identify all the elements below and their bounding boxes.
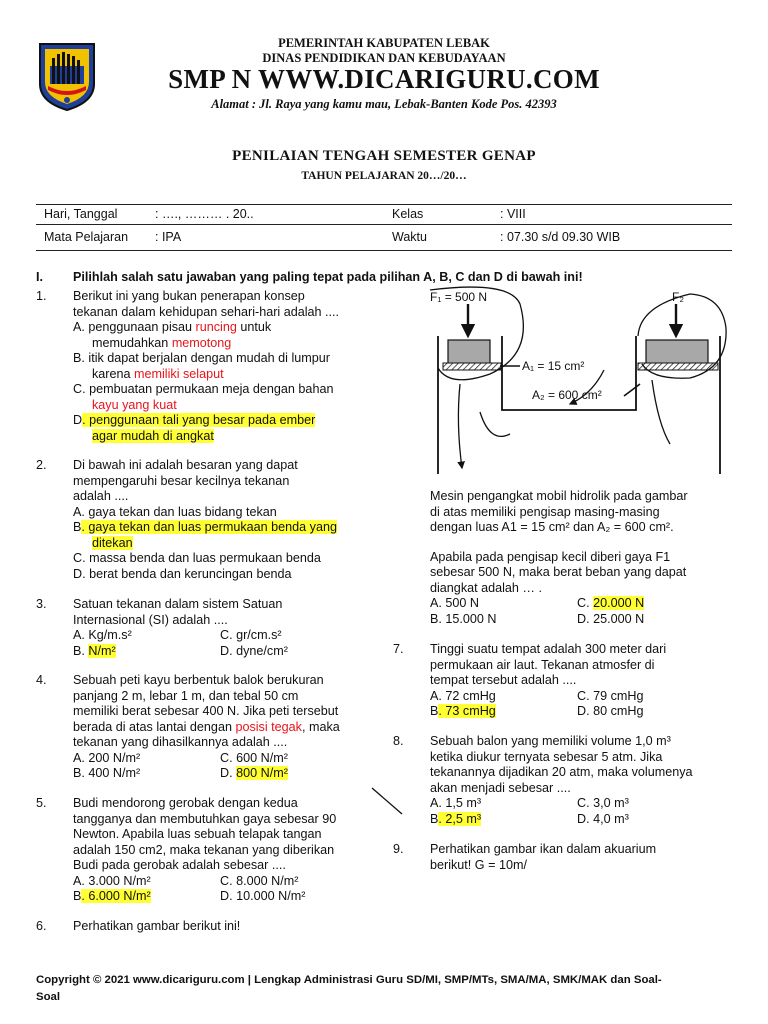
option-b-answer[interactable]: B. 2,5 m³	[430, 811, 482, 826]
class-value: : VIII	[500, 207, 526, 221]
force-2-label: F₂	[672, 290, 684, 304]
time-label: Waktu	[392, 230, 427, 244]
day-value: : …., ……… . 20..	[155, 207, 254, 221]
section-number: I.	[36, 270, 43, 284]
day-label: Hari, Tanggal	[44, 207, 118, 221]
area-2-pointer	[624, 384, 640, 396]
option-d[interactable]: D. dyne/cm²	[220, 643, 288, 658]
option-b-answer[interactable]: B. 73 cmHg	[430, 704, 496, 718]
question-stem: tekanannya dijadikan 20 atm, maka volumenya	[430, 765, 693, 779]
option-c-cont: kayu yang kuat	[92, 397, 177, 412]
question-stem: tempat tersebut adalah ....	[430, 673, 577, 687]
option-a[interactable]: A. 1,5 m³	[430, 796, 482, 810]
option-b[interactable]: B. 400 N/m²	[73, 766, 141, 780]
question-stem: akan menjadi sebesar ....	[430, 780, 571, 795]
pen-mark	[368, 782, 408, 818]
question-stem: Budi mendorong gerobak dengan kedua	[73, 796, 298, 810]
option-d[interactable]: D. berat benda dan keruncingan benda	[73, 566, 292, 581]
question-stem: permukaan air laut. Tekanan atmosfer di	[430, 657, 655, 672]
question-6-description: Mesin pengangkat mobil hidrolik pada gambar di atas memiliki pengisap masing-masing dengan luas A1 = 15 cm² dan A₂ = 600 cm². Apabila pada pengisap kecil diberi gaya F1 sebesar 500 N, maka berat beban yang dapat diangkat adalah … . A. 500 N C. 20.000 N B. 15.000 N D. 25.000 N	[430, 489, 688, 626]
option-c[interactable]: C. gr/cm.s²	[220, 628, 282, 642]
option-b-answer[interactable]: B. N/m²	[73, 643, 116, 658]
option-a[interactable]: A. penggunaan pisau runcing untuk	[73, 320, 272, 334]
option-b-cont: ditekan	[92, 535, 133, 550]
dept-heading: DINAS PENDIDIKAN DAN KEBUDAYAAN	[262, 51, 506, 65]
subject-value: : IPA	[155, 230, 182, 244]
time-value: : 07.30 s/d 09.30 WIB	[500, 230, 621, 244]
option-a[interactable]: A. 500 N	[430, 596, 480, 610]
subject-label: Mata Pelajaran	[44, 230, 129, 244]
question-number: 2.	[36, 458, 47, 472]
annotation-stroke	[480, 412, 510, 436]
option-c[interactable]: C. 600 N/m²	[220, 750, 288, 765]
class-label: Kelas	[392, 207, 424, 221]
question-stem: mempengaruhi besar kecilnya tekanan	[73, 473, 290, 488]
option-d[interactable]: D. 80 cmHg	[577, 704, 644, 718]
option-a[interactable]: A. 72 cmHg	[430, 688, 496, 703]
question-stem: Perhatikan gambar berikut ini!	[73, 919, 241, 933]
small-piston-plate	[443, 363, 501, 370]
small-piston-load	[448, 340, 490, 364]
annotation-arrow-down	[458, 384, 462, 468]
question-stem: berikut! G = 10m/	[430, 857, 527, 872]
option-b-cont: karena memiliki selaput	[92, 366, 224, 381]
info-top-rule	[36, 204, 732, 205]
option-d-answer[interactable]: D. 800 N/m²	[220, 766, 288, 780]
option-d-answer[interactable]: D. penggunaan tali yang besar pada ember	[73, 413, 316, 427]
question-stem: Satuan tekanan dalam sistem Satuan	[73, 597, 283, 611]
question-number: 4.	[36, 673, 47, 687]
school-address: Alamat : Jl. Raya yang kamu mau, Lebak-Banten Kode Pos. 42393	[211, 97, 557, 111]
question-stem: ketika diukur ternyata sebesar 5 atm. Jika	[430, 749, 663, 764]
option-a[interactable]: A. Kg/m.s²	[73, 628, 132, 642]
option-c[interactable]: C. 8.000 N/m²	[220, 873, 299, 888]
question-number: 3.	[36, 597, 47, 611]
question-stem: berada di atas lantai dengan posisi tegak, maka	[73, 719, 340, 734]
area-2-label: A₂ = 600 cm²	[532, 388, 602, 402]
exam-year: TAHUN PELAJARAN 20…/20…	[301, 170, 467, 182]
question-stem: Perhatikan gambar ikan dalam akuarium	[430, 842, 657, 856]
option-d[interactable]: D. 10.000 N/m²	[220, 889, 306, 903]
question-stem: Budi pada gerobak adalah sebesar ....	[73, 858, 286, 872]
question-stem: Internasional (SI) adalah ....	[73, 612, 228, 627]
exam-title: PENILAIAN TENGAH SEMESTER GENAP	[232, 148, 536, 164]
question-number: 8.	[393, 734, 404, 748]
question-stem: adalah ....	[73, 489, 129, 503]
option-b[interactable]: B. itik dapat berjalan dengan mudah di lumpur	[73, 351, 330, 365]
option-c[interactable]: C. 3,0 m³	[577, 796, 629, 810]
area-1-label: A₁ = 15 cm²	[522, 359, 585, 373]
option-a[interactable]: A. 3.000 N/m²	[73, 873, 151, 888]
info-bottom-rule	[36, 250, 732, 251]
question-stem: Sebuah peti kayu berbentuk balok berukuran	[73, 673, 324, 687]
option-a[interactable]: A. gaya tekan dan luas bidang tekan	[73, 504, 277, 519]
school-name: SMP N WWW.DICARIGURU.COM	[168, 64, 600, 94]
section-instruction: Pilihlah salah satu jawaban yang paling tepat pada pilihan A, B, C dan D di bawah ini!	[73, 270, 583, 284]
question-number: 6.	[36, 919, 47, 933]
option-a-cont: memudahkan memotong	[92, 335, 232, 350]
question-stem: Tinggi suatu tempat adalah 300 meter dari	[430, 642, 667, 656]
option-d[interactable]: D. 4,0 m³	[577, 811, 629, 826]
info-mid-rule	[36, 224, 732, 225]
question-stem: tekanan yang dihasilkannya adalah ....	[73, 735, 288, 749]
option-a[interactable]: A. 200 N/m²	[73, 750, 141, 765]
question-stem: Di bawah ini adalah besaran yang dapat	[73, 458, 298, 472]
option-c[interactable]: C. massa benda dan luas permukaan benda	[73, 551, 321, 565]
question-stem: Newton. Apabila luas sebuah telapak tangan	[73, 827, 322, 841]
question-stem: Sebuah balon yang memiliki volume 1,0 m³	[430, 734, 671, 748]
question-stem: panjang 2 m, lebar 1 m, dan tebal 50 cm	[73, 688, 299, 703]
large-piston-load	[646, 340, 708, 364]
option-b-answer[interactable]: B. gaya tekan dan luas permukaan benda yang	[73, 520, 337, 534]
option-d[interactable]: D. 25.000 N	[577, 611, 645, 626]
force-1-label: F₁ = 500 N	[430, 290, 488, 304]
question-number: 5.	[36, 796, 47, 810]
option-c[interactable]: C. pembuatan permukaan meja dengan bahan	[73, 382, 334, 396]
option-b[interactable]: B. 15.000 N	[430, 611, 497, 626]
question-stem: adalah 150 cm2, maka tekanan yang diberikan	[73, 842, 335, 857]
option-b-answer[interactable]: B. 6.000 N/m²	[73, 889, 151, 903]
question-stem: tekanan dalam kehidupan sehari-hari adalah ....	[73, 304, 340, 319]
option-c[interactable]: C. 79 cmHg	[577, 688, 644, 703]
hydraulic-press-diagram	[390, 284, 735, 480]
copyright-footer: Copyright © 2021 www.dicariguru.com | Lengkap Administrasi Guru SD/MI, SMP/MTs, SMA/MA, SMK/MAK dan Soal- Soal	[36, 974, 662, 1003]
question-number: 1.	[36, 289, 47, 303]
question-number: 9.	[393, 842, 404, 856]
question-stem: memiliki berat sebesar 400 N. Jika peti tersebut	[73, 704, 339, 718]
annotation-stroke	[652, 380, 670, 444]
option-d-cont: agar mudah di angkat	[92, 428, 214, 443]
question-stem: Berikut ini yang bukan penerapan konsep	[73, 289, 305, 303]
question-stem: tangganya dan membutuhkan gaya sebesar 90	[73, 811, 337, 826]
large-piston-plate	[638, 363, 718, 370]
option-c-answer[interactable]: C. 20.000 N	[577, 596, 645, 610]
gov-heading: PEMERINTAH KABUPATEN LEBAK	[278, 36, 490, 50]
question-number: 7.	[393, 642, 404, 656]
